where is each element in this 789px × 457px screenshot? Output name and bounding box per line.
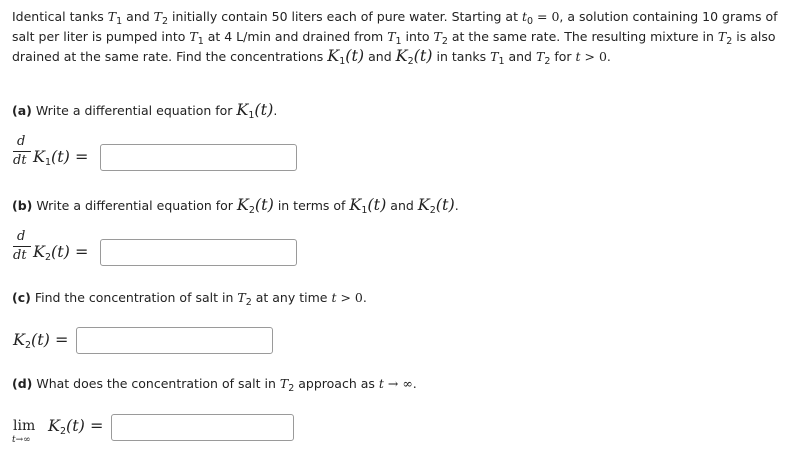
limit-subscript: t→∞ [12, 435, 31, 445]
lhs-limit-k2: K2(t) = [48, 416, 104, 437]
answer-d-input[interactable] [111, 414, 294, 441]
fraction-bar [13, 246, 31, 247]
derivative-numerator: d [17, 229, 26, 244]
fraction-bar [13, 151, 31, 152]
derivative-numerator: d [17, 134, 26, 149]
lhs-k1: K1(t) = [33, 147, 89, 168]
limit-operator: lim [13, 418, 36, 434]
answer-b-input[interactable] [100, 239, 297, 266]
question-b: (b) Write a differential equation for $K_2(t)$ in terms of $K_1(t)$ and $K_2(t)$. [12, 195, 459, 216]
derivative-denominator: dt [13, 153, 27, 168]
lhs-k2-solution: K2(t) = [13, 330, 69, 351]
question-c: (c) Find the concentration of salt in $T_2$ at any time t > 0. [12, 290, 367, 308]
question-a: (a) Write a differential equation for $K_1(t)$. [12, 100, 278, 121]
question-d: (d) What does the concentration of salt in $T_2$ approach as t → ∞. [12, 376, 417, 394]
problem-statement: Identical tanks $T_1$ and $T_2$ initially contain 50 liters each of pure water. Starting at $t_0 = 0$, a solution containing 10 grams of salt per liter is pumped into $T_1$ at 4 L/min and drained from $T_1$ into $T_2$ at the same rate. The resulting mixture in $T_2$ is also drained at the same rate. Find the concentrations $K_1(t)$ and $K_2(t)$ in tanks $T_1$ and $T_2$ for t > 0. [12, 9, 778, 68]
derivative-denominator: dt [13, 248, 27, 263]
lhs-k2: K2(t) = [33, 242, 89, 263]
answer-c-input[interactable] [76, 327, 273, 354]
answer-a-input[interactable] [100, 144, 297, 171]
